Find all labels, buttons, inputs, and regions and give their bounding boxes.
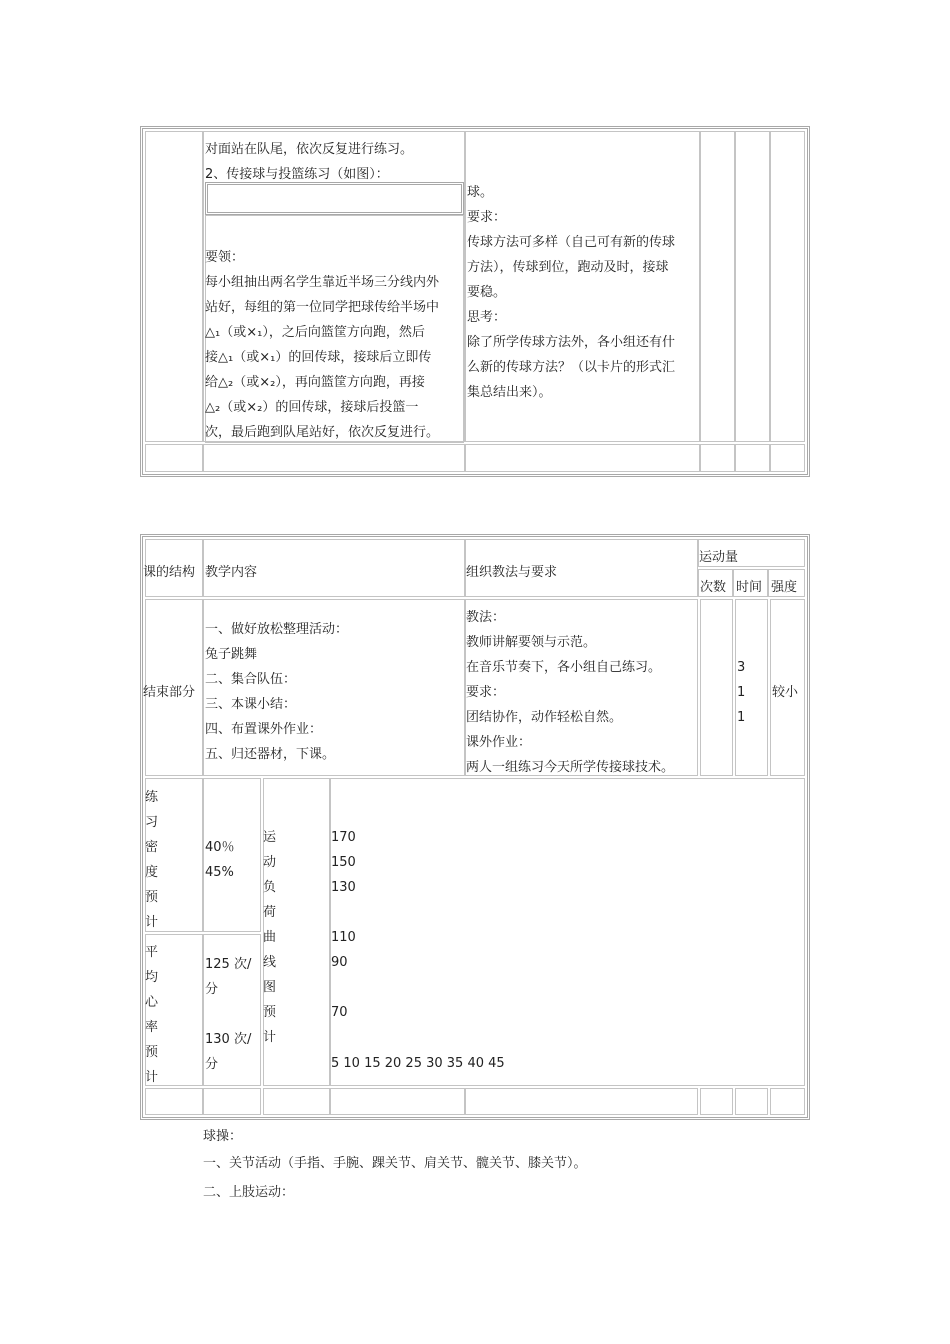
y-tick-label [331,1025,356,1050]
org-line: 思考： [467,310,507,325]
t2-empty-row-cell [263,1088,330,1115]
heart-label-char: 平 [145,945,159,960]
t2-empty-row-cell [465,1088,698,1115]
t1-structure-cell [145,131,203,442]
heart-value: 130 次/ [205,1032,252,1047]
load-curve-label-char: 负 [263,880,277,895]
load-curve-chart-cell [330,778,805,1086]
t1-content-text [205,137,413,187]
t2-empty-row-cell [145,1088,203,1115]
essentials-line: △₁（或×₁），之后向篮筐方向跑，然后 [205,325,425,340]
y-tick-label: 130 [331,880,356,895]
ending-content-line: 五、归还器材，下课。 [205,747,336,762]
t1-org-text [467,180,675,405]
ending-org-text [466,605,674,780]
density-label [145,785,158,935]
essentials-text [205,245,439,445]
ending-content-line: 三、本课小结： [205,697,297,712]
load-curve-label-char: 图 [263,980,277,995]
time-value: 1 [737,685,746,700]
ending-org-line: 在音乐节奏下，各小组自己练习。 [466,660,662,675]
t2-empty-row-cell [735,1088,768,1115]
org-line: 要稳。 [467,285,507,300]
density-value: 40％ [205,840,235,855]
density-label-char: 练 [145,790,159,805]
heart-label-char: 计 [145,1070,159,1085]
org-line: 方法），传球到位，跑动及时，接球 [467,260,669,275]
heart-value: 125 次/ [205,957,252,972]
essentials-line: 接△₁（或×₁）的回传球，接球后立即传 [205,350,432,365]
heart-values [205,952,251,1077]
content-line: 2、传接球与投篮练习（如图）： [205,167,389,182]
load-curve-label-char: 计 [263,1030,277,1045]
content-line: 对面站在队尾，依次反复进行练习。 [205,142,414,157]
header-structure-label: 课的结构 [143,565,196,580]
load-curve-label-char: 运 [263,830,277,845]
org-line: 球。 [467,185,494,200]
y-tick-label: 70 [331,1005,348,1020]
density-label-char: 度 [145,865,159,880]
y-tick-label [331,900,356,925]
essentials-line: 要领： [205,250,245,265]
essentials-line: 站好，每组的第一位同学把球传给半场中 [205,300,440,315]
t1-empty-row-cell [700,444,735,472]
t2-empty-row-cell [203,1088,261,1115]
load-curve-label-char: 曲 [263,930,277,945]
t1-empty-row-cell [465,444,700,472]
t1-empty-row-cell [203,444,465,472]
density-label-char: 计 [145,915,159,930]
time-value: 3 [737,660,746,675]
t1-intensity-cell [770,131,805,442]
load-curve-label [263,825,276,1050]
ending-content-line: 二、集合队伍： [205,672,297,687]
ending-intensity-value: 较小 [772,685,799,700]
t1-empty-row-cell [145,444,203,472]
t2-empty-row-cell [770,1088,805,1115]
ending-org-line: 要求： [466,685,506,700]
ending-org-line: 两人一组练习今天所学传接球技术。 [466,760,675,775]
ball-exercise-heading: 球操： [203,1129,243,1144]
load-curve-label-char: 线 [263,955,277,970]
t1-empty-row-cell [770,444,805,472]
t1-empty-row-cell [735,444,770,472]
org-line: 传球方法可多样（自己可有新的传球 [467,235,676,250]
org-line: 么新的传球方法？（以卡片的形式汇 [467,360,676,375]
density-label-char: 密 [145,840,159,855]
heart-label-char: 心 [145,995,159,1010]
load-curve-x-axis: 5 10 15 20 25 30 35 40 45 [331,1056,505,1071]
heart-label-char: 预 [145,1045,159,1060]
essentials-line: 每小组抽出两名学生靠近半场三分线内外 [205,275,440,290]
load-curve-label-char: 荷 [263,905,277,920]
header-time-label: 时间 [736,580,763,595]
ending-content-line: 兔子跳舞 [205,647,258,662]
t2-empty-row-cell [700,1088,733,1115]
t2-empty-row-cell [330,1088,465,1115]
ending-label: 结束部分 [143,685,196,700]
header-intensity-label: 强度 [771,580,798,595]
header-times-label: 次数 [700,580,727,595]
ending-org-line: 教法： [466,610,506,625]
density-label-char: 习 [145,815,159,830]
heart-value: 分 [205,1057,219,1072]
load-curve-y-axis [331,825,356,1050]
y-tick-label: 170 [331,830,356,845]
header-load-label: 运动量 [699,550,739,565]
y-tick-label: 110 [331,930,356,945]
y-tick-label [331,975,356,1000]
ending-org-line: 团结协作，动作轻松自然。 [466,710,623,725]
t1-time-cell [735,131,770,442]
heart-label [145,940,158,1090]
ending-content-line: 一、做好放松整理活动： [205,622,349,637]
ending-time-values [737,655,745,730]
load-curve-label-char: 预 [263,1005,277,1020]
ending-org-line: 课外作业： [466,735,532,750]
density-values [205,835,235,885]
essentials-line: 次，最后跑到队尾站好，依次反复进行。 [205,425,440,440]
ending-org-line: 教师讲解要领与示范。 [466,635,597,650]
t1-times-cell [700,131,735,442]
time-value: 1 [737,710,746,725]
header-org-label: 组织教法与要求 [466,565,558,580]
y-tick-label: 90 [331,955,348,970]
load-curve-label-char: 动 [263,855,277,870]
ending-content-line: 四、布置课外作业： [205,722,323,737]
spacer [205,1002,251,1027]
essentials-line: △₂（或×₂）的回传球，接球后投篮一 [205,400,419,415]
header-content-label: 教学内容 [205,565,258,580]
heart-label-char: 率 [145,1020,159,1035]
upper-limb-line: 二、上肢运动： [203,1185,295,1200]
org-line: 集总结出来）。 [467,385,552,400]
heart-label-char: 均 [145,970,159,985]
ending-content-text [205,617,348,767]
density-value: 45% [205,865,234,880]
org-line: 要求： [467,210,507,225]
density-label-char: 预 [145,890,159,905]
essentials-line: 给△₂（或×₂），再向篮筐方向跑，再接 [205,375,425,390]
t2-ending-times [700,599,733,776]
heart-value: 分 [205,982,219,997]
joint-activity-line: 一、关节活动（手指、手腕、踝关节、肩关节、髋关节、膝关节）。 [203,1156,587,1171]
org-line: 除了所学传球方法外，各小组还有什 [467,335,676,350]
y-tick-label: 150 [331,855,356,870]
